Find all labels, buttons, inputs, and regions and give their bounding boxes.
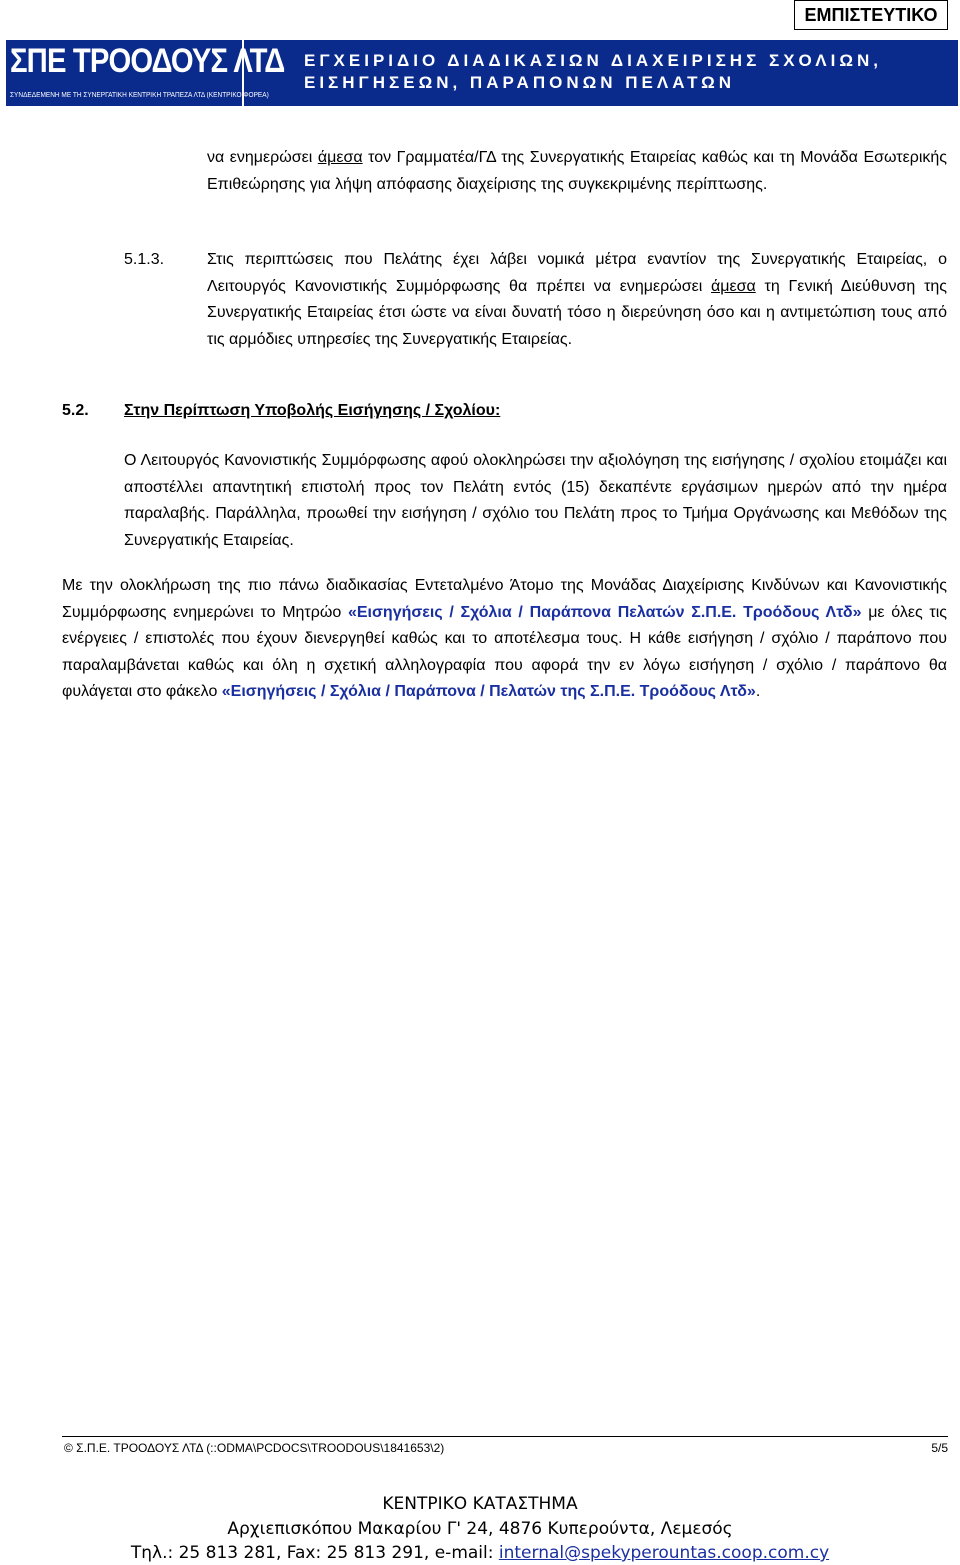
text: να ενημερώσει [207, 149, 318, 166]
text: . [755, 683, 761, 700]
emphasis-text: άμεσα [317, 149, 363, 166]
manual-title-line1: ΕΓΧΕΙΡΙΔΙΟ ΔΙΑΔΙΚΑΣΙΩΝ ΔΙΑΧΕΙΡΙΣΗΣ ΣΧΟΛΙΩΝ, [304, 51, 882, 70]
page-number: 5/5 [931, 1441, 948, 1455]
section-number-5-1-3: 5.1.3. [124, 251, 165, 268]
text: Στις περιπτώσεις που Πελάτης έχει λάβει νομικά μέτρα εναντίον της Συνεργατικής Εταιρείας, ο Λειτουργός Κανονιστικής Συμμόρφωσης θα πρέπει να ενημερώσει [207, 251, 947, 295]
register-name: «Εισηγήσεις / Σχόλια / Παράπονα Πελατών Σ.Π.Ε. Τροόδους Λτδ» [347, 603, 862, 621]
text: τον Γραμματέα/ΓΔ της Συνεργατικής Εταιρείας καθώς και τη Μονάδα Εσωτερικής Επιθεώρησης για λήψη απόφασης διαχείρισης της συγκεκριμένης περίπτωσης. [207, 149, 947, 193]
classification-badge: ΕΜΠΙΣΤΕΥΤΙΚΟ [794, 0, 948, 30]
section-5-2-text: Ο Λειτουργός Κανονιστικής Συμμόρφωσης αφού ολοκληρώσει την αξιολόγηση της εισήγησης / σχολίου ετοιμάζει και αποστέλλει απαντητική επιστολή προς τον Πελάτη εντός (15) δεκαπέντε εργάσιμων ημερών από την ημέρα παραλαβής. Παράλληλα, προωθεί την εισήγηση / σχόλιο του Πελάτη προς το Τμήμα Οργάνωσης και Μεθόδων της Συνεργατικής Εταιρείας. [124, 452, 947, 549]
text: Με την ολοκλήρωση της πιο πάνω διαδικασίας Εντεταλμένο Άτομο της Μονάδας Διαχείρισης Κινδύνων και Κανονιστικής Συμμόρφωσης ενημερώνει το Μητρώο [62, 577, 947, 621]
office-contact [0, 1543, 960, 1563]
emphasis-text: άμεσα [711, 277, 756, 295]
header-banner [6, 40, 958, 106]
contact-text: Τηλ.: 25 813 281, Fax: 25 813 291, e-mail: [130, 1543, 499, 1563]
footer-copyright: © Σ.Π.Ε. ΤΡΟΟΔΟΥΣ ΛΤΔ (::ODMA\PCDOCS\TROODOUS\1841653\2) [64, 1441, 445, 1455]
section-5-2-heading: Στην Περίπτωση Υποβολής Εισήγησης / Σχολίου: [124, 402, 501, 419]
paragraph-continuation [207, 145, 947, 198]
section-number-5-2: 5.2. [62, 402, 89, 419]
manual-title-line2: ΕΙΣΗΓΗΣΕΩΝ, ΠΑΡΑΠΟΝΩΝ ΠΕΛΑΤΩΝ [304, 73, 736, 92]
manual-title [304, 50, 944, 94]
office-name: ΚΕΝΤΡΙΚΟ ΚΑΤΑΣΤΗΜΑ [382, 1494, 578, 1514]
logo-text: ΣΠΕ ΤΡΟΟΔΟΥΣ ΛΤΔ [10, 42, 285, 80]
section-5-1-3-text [207, 247, 947, 353]
footer-divider [62, 1436, 948, 1437]
text: με όλες τις ενέργειες / επιστολές που έχουν διενεργηθεί καθώς και το αποτέλεσμα τους. Η κάθε εισήγηση / σχόλιο / παράπονο που παραλαμβάνεται καθώς και όλη η σχετική αλληλογραφία που αφορά την εν λόγω εισήγηση / σχόλιο / παράπονο θα φυλάγεται στο φάκελο [62, 603, 947, 700]
office-address: Αρχιεπισκόπου Μακαρίου Γ' 24, 4876 Κυπερούντα, Λεμεσός [227, 1519, 733, 1539]
logo-subtext: ΣΥΝΔΕΔΕΜΕΝΗ ΜΕ ΤΗ ΣΥΝΕΡΓΑΤΙΚΗ ΚΕΝΤΡΙΚΗ ΤΡΑΠΕΖΑ ΛΤΔ (ΚΕΝΤΡΙΚΟ ΦΟΡΕΑ) [10, 92, 269, 99]
closing-paragraph [62, 573, 947, 706]
email-link[interactable]: internal@spekyperountas.coop.com.cy [498, 1543, 830, 1563]
text: τη Γενική Διεύθυνση της Συνεργατικής Εταιρείας έτσι ώστε να είναι δυνατή τόσο η διερεύνηση όσο και η αντιμετώπιση τους από τις αρμόδιες υπηρεσίες της Συνεργατικής Εταιρείας. [207, 277, 947, 348]
company-logo [6, 40, 285, 106]
folder-name: «Εισηγήσεις / Σχόλια / Παράπονα / Πελατών της Σ.Π.Ε. Τροόδους Λτδ» [221, 683, 756, 700]
